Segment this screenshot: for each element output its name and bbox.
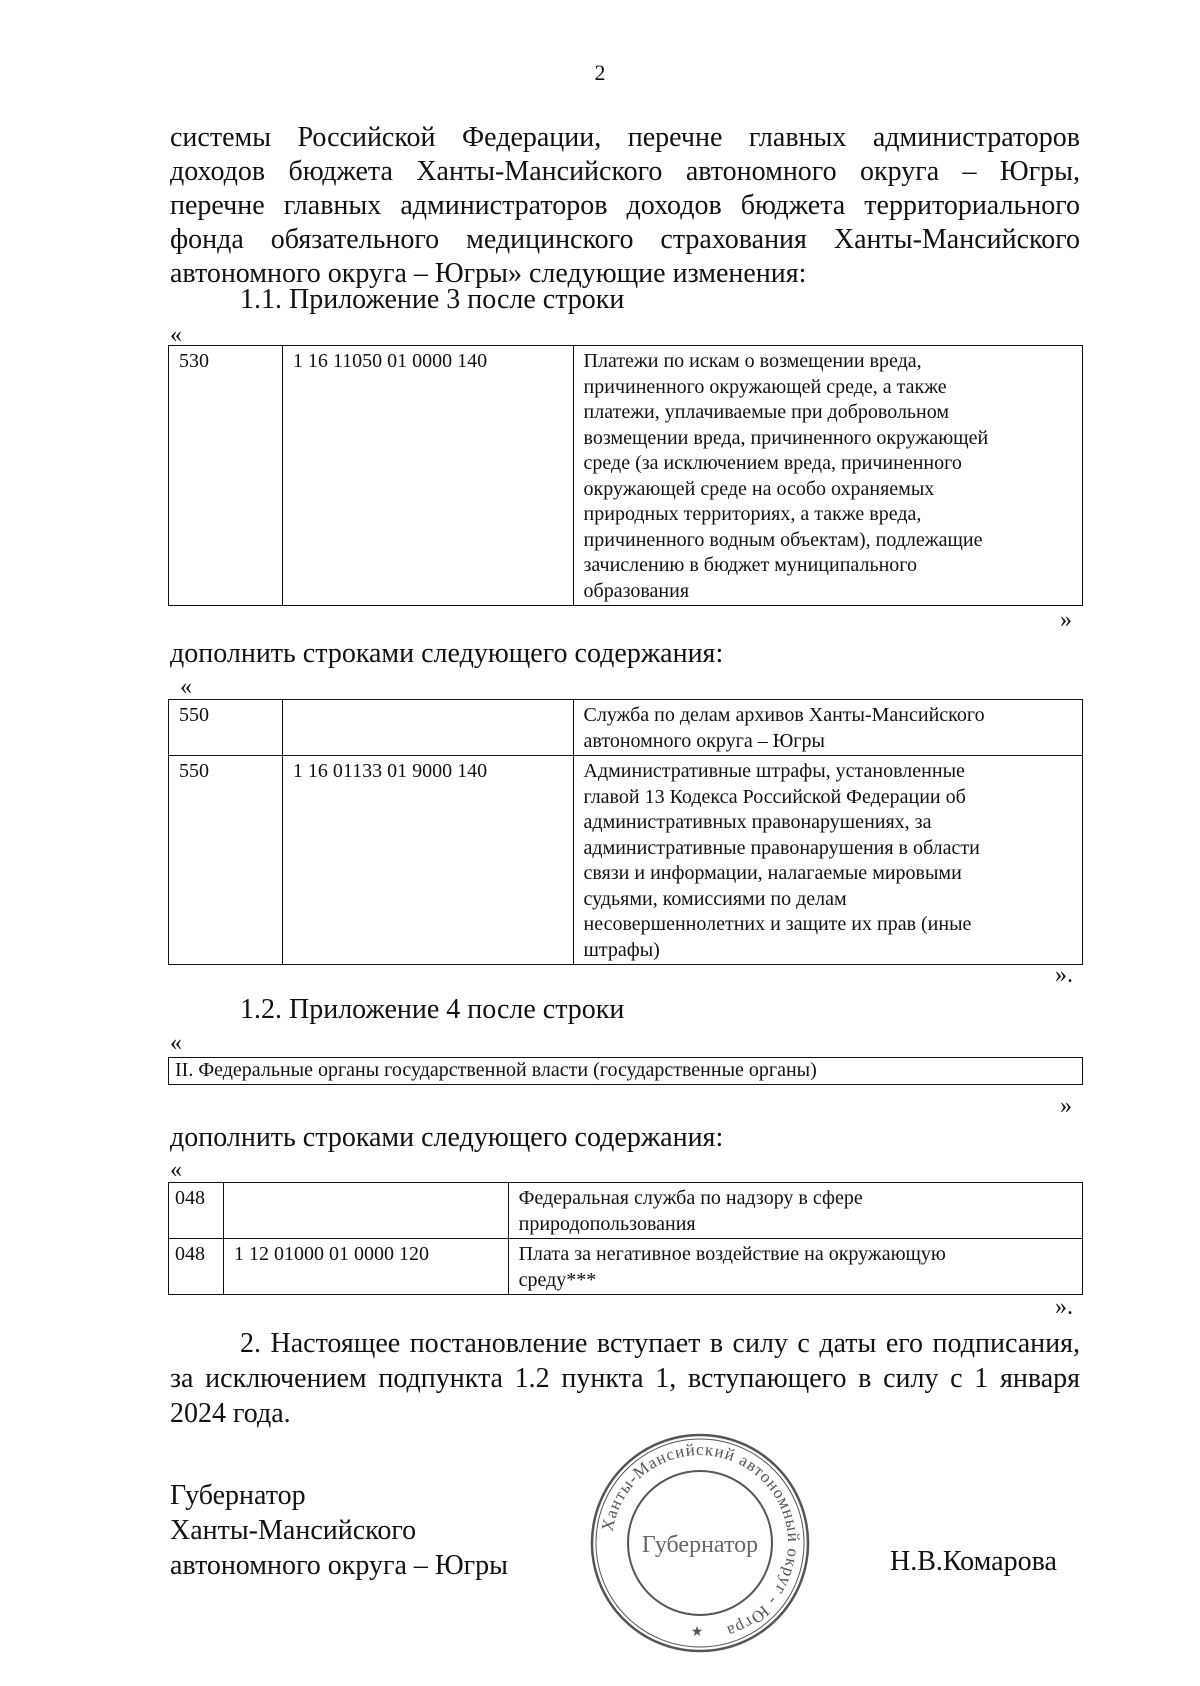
description-cell xyxy=(573,700,1082,756)
description-line: возмещении вреда, причиненного окружающей xyxy=(583,426,989,449)
description-line: Служба по делам архивов Ханты-Мансийского xyxy=(583,704,985,726)
description-line: Административные штрафы, установленные xyxy=(583,760,965,782)
description-line: несовершеннолетних и защите их прав (иные xyxy=(583,913,972,935)
intro-line: фонда обязательного медицинского страхования Ханты-Мансийского xyxy=(170,224,1080,255)
signature-title-line: Губернатор xyxy=(170,1480,306,1511)
description-line: связи и информации, налагаемые мировыми xyxy=(583,862,962,884)
item-2-line: 2. Настоящее постановление вступает в силу с даты его подписания, xyxy=(240,1328,1080,1359)
description-line: административных правонарушениях, за xyxy=(583,811,932,833)
stamp-ring-text: Ханты-Мансийский автономный округ - Югра xyxy=(597,1439,804,1642)
intro-line: системы Российской Федерации, перечне главных администраторов xyxy=(170,122,1080,153)
description-line: образования xyxy=(583,579,690,602)
item-2-line: 2024 года. xyxy=(170,1398,291,1429)
description-line: платежи, уплачиваемые при добровольном xyxy=(583,401,950,423)
item-2-line: за исключением подпункта 1.2 пункта 1, вступающего в силу с 1 января xyxy=(170,1363,1080,1394)
admin-code-cell: 550 xyxy=(169,756,283,965)
description-line: среде (за исключением вреда, причиненного xyxy=(583,452,962,474)
description-line: автономного округа – Югры xyxy=(583,729,825,752)
kbk-code-cell xyxy=(282,700,573,756)
admin-code-cell: 550 xyxy=(169,700,283,756)
description-line: штрафы) xyxy=(583,938,660,961)
close-quote: » xyxy=(1060,607,1072,633)
supplement-text: дополнить строками следующего содержания: xyxy=(170,1122,724,1153)
description-line: зачислению в бюджет муниципального xyxy=(583,554,917,576)
item-1-1: 1.1. Приложение 3 после строки xyxy=(240,284,625,315)
open-quote: « xyxy=(170,1030,182,1056)
description-line: административные правонарушения в области xyxy=(583,836,980,859)
table-appendix4-new-rows xyxy=(168,1182,1083,1295)
official-stamp xyxy=(585,1428,815,1663)
close-quote: ». xyxy=(1055,1294,1073,1320)
description-line: природных территориях, а также вреда, xyxy=(583,503,922,525)
star-icon: ★ xyxy=(690,1624,704,1640)
table-row xyxy=(169,1183,1083,1239)
description-cell xyxy=(573,756,1082,965)
open-quote: « xyxy=(170,322,182,348)
table-row xyxy=(169,1239,1083,1295)
description-line: Платежи по искам о возмещении вреда, xyxy=(583,350,922,372)
open-quote: « xyxy=(180,674,192,700)
table-appendix4-existing-row xyxy=(168,1057,1083,1085)
page-number: 2 xyxy=(594,60,606,85)
intro-line: автономного округа – Югры» следующие изменения: xyxy=(170,258,807,289)
close-quote: » xyxy=(1060,1093,1072,1119)
table-row xyxy=(169,1058,1083,1085)
signer-name: Н.В.Комарова xyxy=(890,1546,1057,1577)
kbk-code-cell: 1 16 01133 01 9000 140 xyxy=(282,756,573,965)
description-cell xyxy=(508,1183,1082,1239)
kbk-code-cell: 1 12 01000 01 0000 120 xyxy=(223,1239,508,1295)
description-line: окружающей среде на особо охраняемых xyxy=(583,477,935,500)
description-line: судьями, комиссиями по делам xyxy=(583,887,847,910)
signature-title-line: Ханты-Мансийского xyxy=(170,1515,417,1546)
description-line: причиненного водным объектам), подлежащие xyxy=(583,528,983,551)
description-cell xyxy=(508,1239,1082,1295)
intro-line: перечне главных администраторов доходов бюджета территориального xyxy=(170,190,1080,221)
signature-title xyxy=(170,1478,508,1583)
kbk-code-cell: 1 16 11050 01 0000 140 xyxy=(282,346,573,606)
table-appendix3-existing-row xyxy=(168,345,1083,606)
admin-code-cell: 048 xyxy=(169,1183,224,1239)
description-line: Плата за негативное воздействие на окружающую xyxy=(518,1243,946,1265)
signature-title-line: автономного округа – Югры xyxy=(170,1550,508,1581)
description-line: причиненного окружающей среде, а также xyxy=(583,375,947,398)
admin-code-cell: 530 xyxy=(169,346,283,606)
close-quote: ». xyxy=(1055,962,1073,988)
intro-paragraph xyxy=(170,121,1080,291)
description-line: природопользования xyxy=(518,1212,696,1235)
item-1-2: 1.2. Приложение 4 после строки xyxy=(240,994,625,1025)
section-heading-cell: II. Федеральные органы государственной власти (государственные органы) xyxy=(169,1058,1083,1085)
description-line: Федеральная служба по надзору в сфере xyxy=(518,1187,863,1209)
table-row xyxy=(169,756,1083,965)
admin-code-cell: 048 xyxy=(169,1239,224,1295)
kbk-code-cell xyxy=(223,1183,508,1239)
intro-line: доходов бюджета Ханты-Мансийского автономного округа – Югры, xyxy=(170,156,1080,187)
supplement-text: дополнить строками следующего содержания: xyxy=(170,638,724,669)
description-line: среду*** xyxy=(518,1268,597,1291)
open-quote: « xyxy=(170,1157,182,1183)
item-2-paragraph xyxy=(170,1326,1080,1431)
table-row xyxy=(169,700,1083,756)
description-line: главой 13 Кодекса Российской Федерации об xyxy=(583,785,966,808)
table-row xyxy=(169,346,1083,606)
stamp-center-text: Губернатор xyxy=(641,1532,759,1558)
table-appendix3-new-rows xyxy=(168,699,1083,965)
description-cell xyxy=(573,346,1082,606)
